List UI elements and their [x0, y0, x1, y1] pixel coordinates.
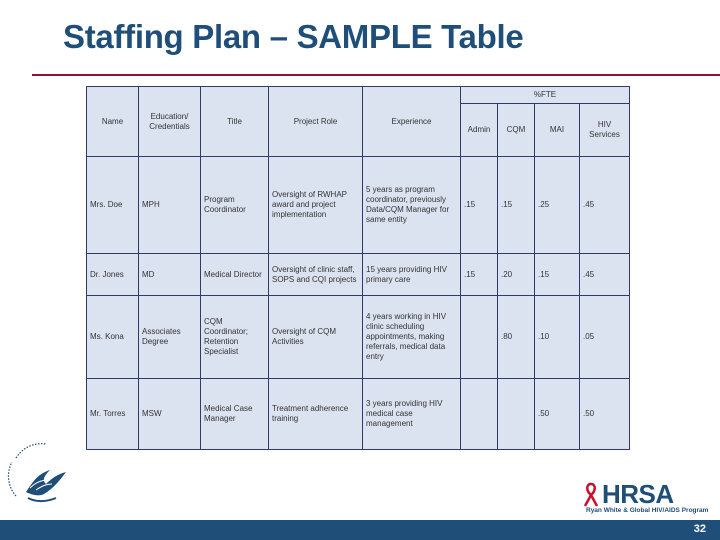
- cell-title: CQM Coordinator; Retention Specialist: [201, 296, 269, 379]
- header-admin: Admin: [461, 104, 498, 157]
- cell-title: Medical Director: [201, 254, 269, 296]
- table-row: [87, 296, 630, 379]
- header-hiv-services: HIV Services: [580, 104, 630, 157]
- cell-experience: 5 years as program coordinator, previously Data/CQM Manager for same entity: [363, 157, 461, 254]
- cell-cqm: .20: [498, 254, 535, 296]
- slide-title: Staffing Plan – SAMPLE Table: [63, 18, 524, 55]
- cell-education: MPH: [139, 157, 201, 254]
- cell-experience: 3 years providing HIV medical case management: [363, 379, 461, 450]
- table-row: [87, 254, 630, 296]
- cell-mai: .15: [535, 254, 580, 296]
- cell-title: Medical Case Manager: [201, 379, 269, 450]
- title-divider: [32, 74, 720, 76]
- header-experience: Experience: [363, 87, 461, 157]
- cell-experience: 15 years providing HIV primary care: [363, 254, 461, 296]
- hrsa-tagline: Ryan White & Global HIV/AIDS Program: [586, 507, 709, 514]
- red-ribbon-icon: [582, 482, 600, 508]
- cell-cqm: .15: [498, 157, 535, 254]
- header-mai: MAI: [535, 104, 580, 157]
- header-project-role: Project Role: [269, 87, 363, 157]
- cell-hiv: .50: [580, 379, 630, 450]
- cell-name: Ms. Kona: [87, 296, 139, 379]
- cell-mai: .25: [535, 157, 580, 254]
- cell-role: Treatment adherence training: [269, 379, 363, 450]
- cell-name: Dr. Jones: [87, 254, 139, 296]
- cell-admin: [461, 379, 498, 450]
- cell-admin: .15: [461, 254, 498, 296]
- cell-name: Mr. Torres: [87, 379, 139, 450]
- cell-hiv: .45: [580, 254, 630, 296]
- cell-hiv: .05: [580, 296, 630, 379]
- staffing-table: [86, 86, 630, 450]
- cell-role: Oversight of clinic staff, SOPS and CQI projects: [269, 254, 363, 296]
- cell-cqm: .80: [498, 296, 535, 379]
- cell-admin: [461, 296, 498, 379]
- header-name: Name: [87, 87, 139, 157]
- cell-title: Program Coordinator: [201, 157, 269, 254]
- header-fte: %FTE: [461, 87, 630, 104]
- table-row: [87, 379, 630, 450]
- cell-education: Associates Degree: [139, 296, 201, 379]
- table-row: [87, 157, 630, 254]
- hhs-logo: [6, 440, 78, 512]
- cell-admin: .15: [461, 157, 498, 254]
- hhs-eagle-icon: [6, 440, 78, 512]
- cell-role: Oversight of RWHAP award and project implementation: [269, 157, 363, 254]
- cell-name: Mrs. Doe: [87, 157, 139, 254]
- cell-cqm: [498, 379, 535, 450]
- cell-mai: .50: [535, 379, 580, 450]
- header-cqm: CQM: [498, 104, 535, 157]
- cell-education: MSW: [139, 379, 201, 450]
- cell-education: MD: [139, 254, 201, 296]
- cell-experience: 4 years working in HIV clinic scheduling appointments, making referrals, medical data entry: [363, 296, 461, 379]
- header-title: Title: [201, 87, 269, 157]
- cell-mai: .10: [535, 296, 580, 379]
- cell-hiv: .45: [580, 157, 630, 254]
- header-education: Education/ Credentials: [139, 87, 201, 157]
- page-number: 32: [693, 523, 706, 535]
- hrsa-wordmark: HRSA: [602, 479, 674, 509]
- footer-bar: [0, 520, 720, 540]
- hrsa-logo: [582, 480, 714, 516]
- cell-role: Oversight of CQM Activities: [269, 296, 363, 379]
